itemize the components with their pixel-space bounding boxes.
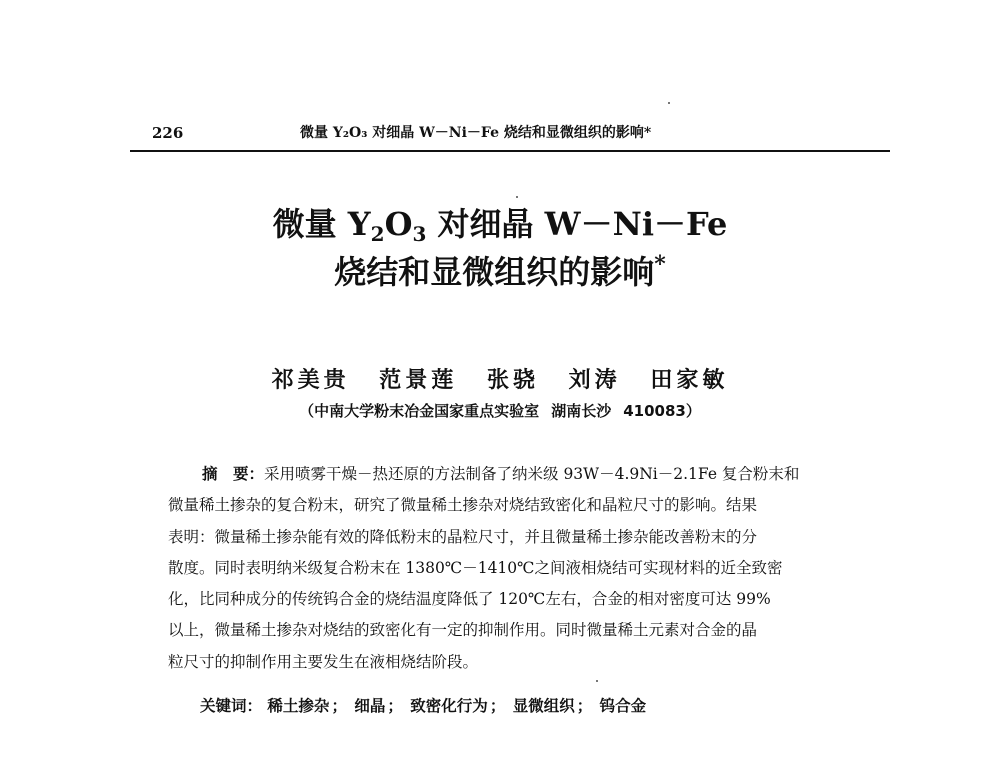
author: 田家敏 bbox=[650, 367, 729, 393]
abstract-line-text: 采用喷雾干燥－热还原的方法制备了纳米级 93W－4.9Ni－2.1Fe 复合粉末和 bbox=[264, 465, 800, 483]
affiliation-postcode: 410083 bbox=[623, 402, 686, 420]
keyword: 稀土掺杂 bbox=[267, 696, 330, 715]
title-line-1-suffix: 对细晶 W－Ni－Fe bbox=[426, 205, 728, 243]
title-line-1-mid: O bbox=[384, 205, 413, 243]
keyword: 显微组织 bbox=[512, 696, 575, 715]
author: 刘涛 bbox=[568, 367, 621, 393]
paper-title bbox=[150, 200, 850, 296]
keyword: 钨合金 bbox=[599, 696, 647, 715]
title-footnote-mark: * bbox=[654, 251, 666, 278]
title-subscript-3: 3 bbox=[412, 222, 427, 246]
abstract-line: 表明：微量稀土掺杂能有效的降低粉末的晶粒尺寸，并且微量稀土掺杂能改善粉末的分 bbox=[168, 527, 758, 546]
affiliation-open-paren: （ bbox=[299, 402, 315, 420]
keyword-separator: ； bbox=[489, 696, 506, 715]
header-rule bbox=[130, 150, 890, 152]
scan-speck bbox=[596, 680, 598, 682]
author: 张骁 bbox=[486, 367, 539, 393]
abstract-line: 微量稀土掺杂的复合粉末，研究了微量稀土掺杂对烧结致密化和晶粒尺寸的影响。结果 bbox=[168, 496, 758, 515]
scan-speck bbox=[516, 196, 518, 198]
scan-speck bbox=[668, 102, 670, 104]
abstract-line: 以上，微量稀土掺杂对烧结的致密化有一定的抑制作用。同时微量稀土元素对合金的晶 bbox=[168, 621, 758, 640]
title-line-2 bbox=[150, 248, 850, 296]
affiliation bbox=[150, 400, 850, 421]
abstract-line: 化，比同种成分的传统钨合金的烧结温度降低了 120℃左右，合金的相对密度可达 99% bbox=[168, 590, 771, 609]
keyword-separator: ； bbox=[331, 696, 347, 715]
author: 祁美贵 bbox=[271, 367, 350, 393]
title-line-1 bbox=[150, 200, 850, 248]
keyword: 细晶 bbox=[354, 696, 386, 715]
keyword: 致密化行为 bbox=[410, 696, 488, 715]
abstract-line: 粒尺寸的抑制作用主要发生在液相烧结阶段。 bbox=[168, 652, 479, 671]
title-subscript-2: 2 bbox=[370, 222, 385, 246]
keywords bbox=[200, 694, 860, 716]
title-line-1-prefix: 微量 Y bbox=[272, 205, 371, 243]
author-list bbox=[150, 363, 850, 394]
title-line-2-text: 烧结和显微组织的影响 bbox=[334, 253, 655, 291]
affiliation-close-paren: ） bbox=[685, 402, 701, 420]
keyword-separator: ； bbox=[576, 696, 593, 715]
abstract-line bbox=[168, 458, 858, 490]
page-number: 226 bbox=[152, 124, 184, 142]
abstract-label: 摘 要： bbox=[202, 464, 265, 483]
author: 范景莲 bbox=[379, 367, 458, 393]
affiliation-location: 湖南长沙 bbox=[551, 402, 612, 420]
abstract-line: 散度。同时表明纳米级复合粉末在 1380℃－1410℃之间液相烧结可实现材料的近全致密 bbox=[168, 558, 783, 577]
affiliation-institution: 中南大学粉末冶金国家重点实验室 bbox=[314, 402, 540, 420]
abstract bbox=[168, 458, 858, 678]
running-head: 微量 Y₂O₃ 对细晶 W－Ni－Fe 烧结和显微组织的影响* bbox=[300, 125, 652, 141]
keyword-separator: ； bbox=[387, 696, 403, 715]
keywords-label: 关键词： bbox=[200, 696, 263, 715]
